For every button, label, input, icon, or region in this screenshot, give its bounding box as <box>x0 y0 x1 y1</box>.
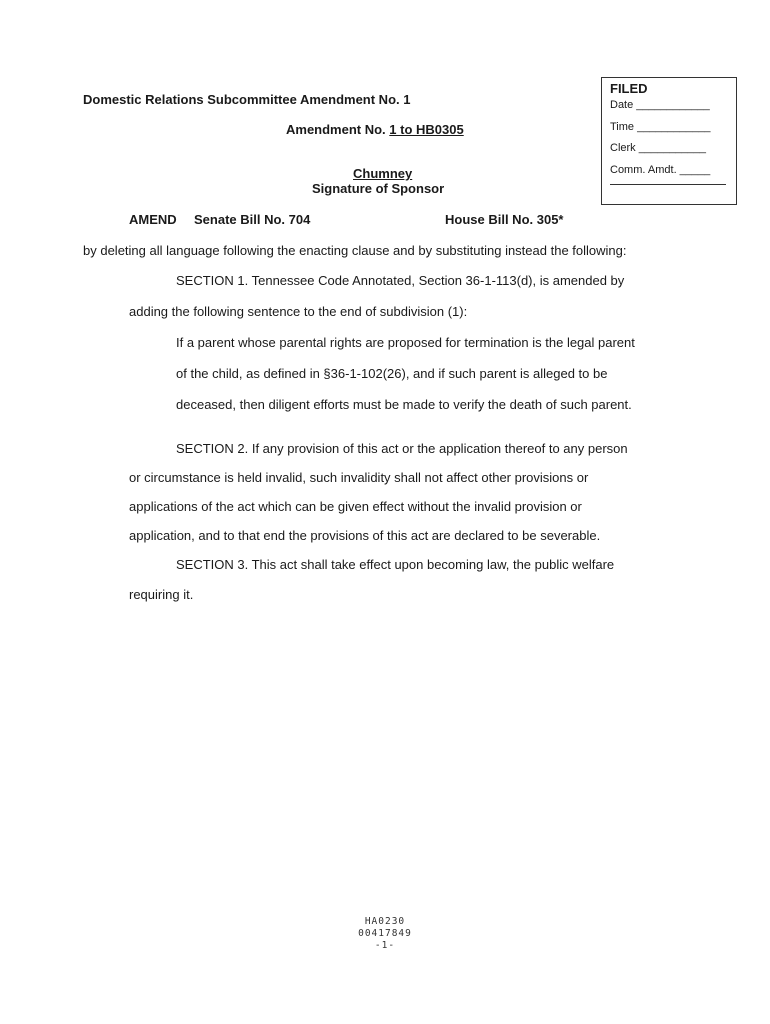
amend-label: AMEND <box>129 212 177 227</box>
filed-box <box>601 77 737 205</box>
filed-title: FILED <box>610 81 648 96</box>
house-bill: House Bill No. 305* <box>445 212 564 227</box>
footer-code-2: 00417849 <box>358 928 412 939</box>
amendment-prefix: Amendment No. <box>286 122 390 137</box>
sponsor-caption: Signature of Sponsor <box>312 181 445 196</box>
filed-blank-line <box>610 184 726 185</box>
filed-clerk: Clerk ___________ <box>610 142 707 154</box>
amendment-reference: 1 to HB0305 <box>389 122 464 137</box>
section-2-line-2: or circumstance is held invalid, such invalidity shall not affect other provisions or <box>129 470 589 485</box>
section-1-line-2: adding the following sentence to the end of subdivision (1): <box>129 304 468 319</box>
quoted-text-line-3: deceased, then diligent efforts must be made to verify the death of such parent. <box>176 397 632 412</box>
quoted-text-line-2: of the child, as defined in §36-1-102(26), and if such parent is alleged to be <box>176 366 608 381</box>
page-number: -1- <box>374 940 396 951</box>
footer-code-1: HA0230 <box>364 916 406 927</box>
amendment-number <box>286 122 464 137</box>
filed-comm-amdt: Comm. Amdt. _____ <box>610 164 711 176</box>
sponsor-name: Chumney <box>353 166 413 181</box>
senate-bill: Senate Bill No. 704 <box>194 212 311 227</box>
section-2-line-3: applications of the act which can be given effect without the invalid provision or <box>129 499 582 514</box>
filed-time: Time ____________ <box>610 121 711 133</box>
section-1-line-1: SECTION 1. Tennessee Code Annotated, Section 36-1-113(d), is amended by <box>176 273 625 288</box>
intro-paragraph: by deleting all language following the enacting clause and by substituting instead the following: <box>83 243 627 258</box>
quoted-text-line-1: If a parent whose parental rights are proposed for termination is the legal parent <box>176 335 635 350</box>
section-2-line-1: SECTION 2. If any provision of this act or the application thereof to any person <box>176 441 628 456</box>
filed-date: Date ____________ <box>610 99 710 111</box>
committee-amendment-title: Domestic Relations Subcommittee Amendment No. 1 <box>83 92 411 107</box>
section-2-line-4: application, and to that end the provisions of this act are declared to be severable. <box>129 528 601 543</box>
section-3-line-1: SECTION 3. This act shall take effect upon becoming law, the public welfare <box>176 557 615 572</box>
section-3-line-2: requiring it. <box>129 587 194 602</box>
